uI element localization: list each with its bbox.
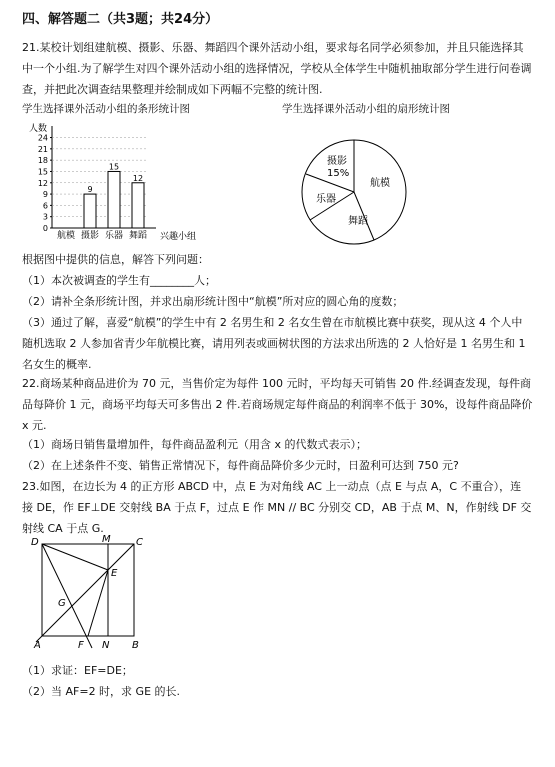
q22-stem-line-3: x 元.: [22, 419, 47, 432]
label-f: F: [78, 640, 84, 651]
q21-stem-line-3: 查，并把此次调查结果整理并绘制成如下两幅不完整的统计图.: [22, 83, 323, 96]
y-tick-label: 15: [37, 167, 48, 177]
q23-stem-line-2: 接 DE，作 EF⊥DE 交射线 BA 于点 F，过点 E 作 MN // BC 分别交 CD，AB 于点 M、N，作射线 DF 交: [22, 501, 532, 514]
diagonal-ac: [42, 544, 134, 636]
pie-chart-caption: 学生选择课外活动小组的扇形统计图: [282, 103, 450, 115]
x-tick-label: 航模: [56, 231, 76, 241]
section-title: 四、解答题二（共3题；共24分）: [22, 12, 219, 27]
q21-prompt: 根据图中提供的信息，解答下列问题：: [22, 253, 209, 266]
bar-value-label: 15: [108, 162, 120, 172]
bar: [84, 194, 96, 228]
label-c: C: [136, 537, 143, 548]
label-e: E: [111, 568, 118, 579]
bar: [108, 171, 120, 228]
q21-sub1: （1）本次被调查的学生有________人；: [22, 274, 216, 287]
label-d: D: [31, 537, 39, 548]
q23-stem-line-1: 23.如图，在边长为 4 的正方形 ABCD 中，点 E 为对角线 AC 上一动点（点 E 与点 A，C 不重合），连: [22, 480, 522, 493]
q22-sub2: （2）在上述条件不变、销售正常情况下，每件商品降价多少元时，日盈利可达到 750 元?: [22, 459, 459, 472]
bar-value-label: 9: [87, 185, 93, 195]
label-m: M: [102, 534, 111, 545]
q22-stem-line-2: 品每降价 1 元，商场平均每天可多售出 2 件.若商场规定每件商品的利润率不低于 30%，设每件商品降价: [22, 398, 533, 411]
geometry-figure: [28, 534, 152, 652]
bar: [132, 183, 144, 228]
y-tick-label: 9: [42, 190, 48, 200]
label-a: A: [34, 640, 41, 651]
label-b: B: [132, 640, 139, 651]
x-tick-label: 舞蹈: [128, 231, 148, 241]
q21-stem-line-1: 21.某校计划组建航模、摄影、乐器、舞蹈四个课外活动小组，要求每名同学必须参加，并且只能选择其: [22, 41, 524, 54]
y-tick-label: 18: [37, 156, 48, 166]
q21-sub3-line-3: 名女生的概率.: [22, 358, 92, 371]
label-n: N: [102, 640, 110, 651]
q23-sub2: （2）当 AF=2 时，求 GE 的长.: [22, 685, 181, 698]
y-tick-label: 12: [37, 178, 48, 188]
x-tick-label: 乐器: [104, 231, 124, 241]
pie-label-wudao: 舞蹈: [348, 216, 368, 227]
segment-de: [42, 544, 108, 570]
y-tick-label: 24: [37, 133, 48, 143]
y-tick-label: 6: [42, 201, 48, 211]
pie-percent-sheying: 15%: [327, 168, 350, 179]
ray-df: [42, 544, 92, 648]
y-tick-label: 3: [42, 212, 48, 222]
bar-chart-ylabel: 人数: [29, 124, 48, 134]
pie-label-yueqi: 乐器: [316, 194, 336, 205]
q22-sub1: （1）商场日销售量增加件，每件商品盈利元（用含 x 的代数式表示）；: [22, 438, 367, 451]
bar-chart-caption: 学生选择课外活动小组的条形统计图: [22, 103, 190, 115]
pie-label-hangmo: 航模: [370, 178, 390, 189]
bar-chart: [22, 116, 222, 246]
label-g: G: [58, 598, 66, 609]
bar-value-label: 12: [132, 173, 144, 183]
q21-sub2: （2）请补全条形统计图，并求出扇形统计图中“航模”所对应的圆心角的度数；: [22, 295, 404, 308]
q21-sub3-line-1: （3）通过了解，喜爱“航模”的学生中有 2 名男生和 2 名女生曾在市航模比赛中获奖，现从这 4 个人中: [22, 316, 523, 329]
y-tick-label: 0: [42, 224, 48, 233]
q21-stem-line-2: 中一个小组.为了解学生对四个课外活动小组的选择情况，学校从全体学生中随机抽取部分学生进行问卷调: [22, 62, 532, 75]
x-tick-label: 摄影: [80, 231, 100, 241]
q22-stem-line-1: 22.商场某种商品进价为 70 元，当售价定为每件 100 元时，平均每天可销售 20 件.经调查发现，每件商: [22, 377, 531, 390]
pie-label-sheying: 摄影: [327, 156, 347, 167]
q23-sub1: （1）求证：EF=DE；: [22, 664, 133, 677]
bar-chart-xlabel: 兴趣小组: [160, 232, 197, 242]
q23-stem-line-3: 射线 CA 于点 G.: [22, 522, 104, 535]
y-tick-label: 21: [37, 144, 48, 154]
pie-chart: [298, 136, 410, 248]
q21-sub3-line-2: 随机选取 2 人参加省青少年航模比赛，请用列表或画树状图的方法求出所选的 2 人恰好是 1 名男生和 1: [22, 337, 526, 350]
